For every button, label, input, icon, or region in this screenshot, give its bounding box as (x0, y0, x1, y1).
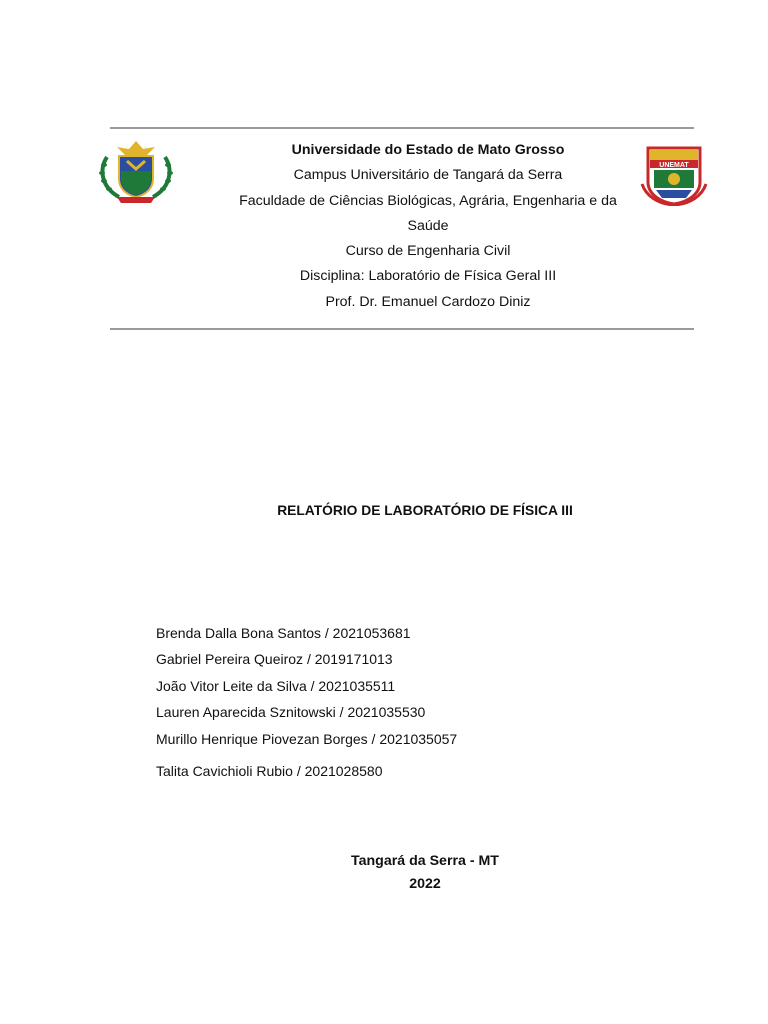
author-list (156, 623, 457, 787)
course-name: Curso de Engenharia Civil (345, 243, 511, 260)
report-title: RELATÓRIO DE LABORATÓRIO DE FÍSICA III (277, 503, 573, 518)
header-top-rule (110, 127, 694, 129)
university-name: Universidade do Estado de Mato Grosso (291, 142, 565, 158)
author-item: Brenda Dalla Bona Santos / 2021053681 (156, 625, 411, 641)
campus-name: Campus Universitário de Tangará da Serra (293, 167, 563, 184)
professor-name: Prof. Dr. Emanuel Cardozo Diniz (325, 293, 531, 310)
author-item: Gabriel Pereira Queiroz / 2019171013 (156, 651, 393, 668)
header-bottom-rule (110, 328, 694, 330)
faculty-name-line1: Faculdade de Ciências Biológicas, Agrária, Engenharia e da (239, 192, 617, 209)
footer-year: 2022 (409, 875, 441, 892)
faculty-name-line2: Saúde (407, 217, 449, 234)
discipline-name: Disciplina: Laboratório de Física Geral III (299, 268, 557, 285)
footer-city: Tangará da Serra - MT (351, 853, 499, 869)
author-item: Lauren Aparecida Sznitowski / 2021035530 (156, 704, 426, 721)
author-item: Murillo Henrique Piovezan Borges / 2021035057 (156, 730, 458, 747)
state-coat-of-arms-icon (97, 139, 175, 205)
author-item: João Vitor Leite da Silva / 2021035511 (156, 677, 396, 694)
unemat-logo-icon (640, 144, 708, 206)
unemat-logo-text: UNEMAT (659, 162, 689, 169)
institution-header (210, 138, 646, 315)
footer (0, 850, 768, 895)
author-item: Talita Cavichioli Rubio / 2021028580 (156, 762, 383, 779)
